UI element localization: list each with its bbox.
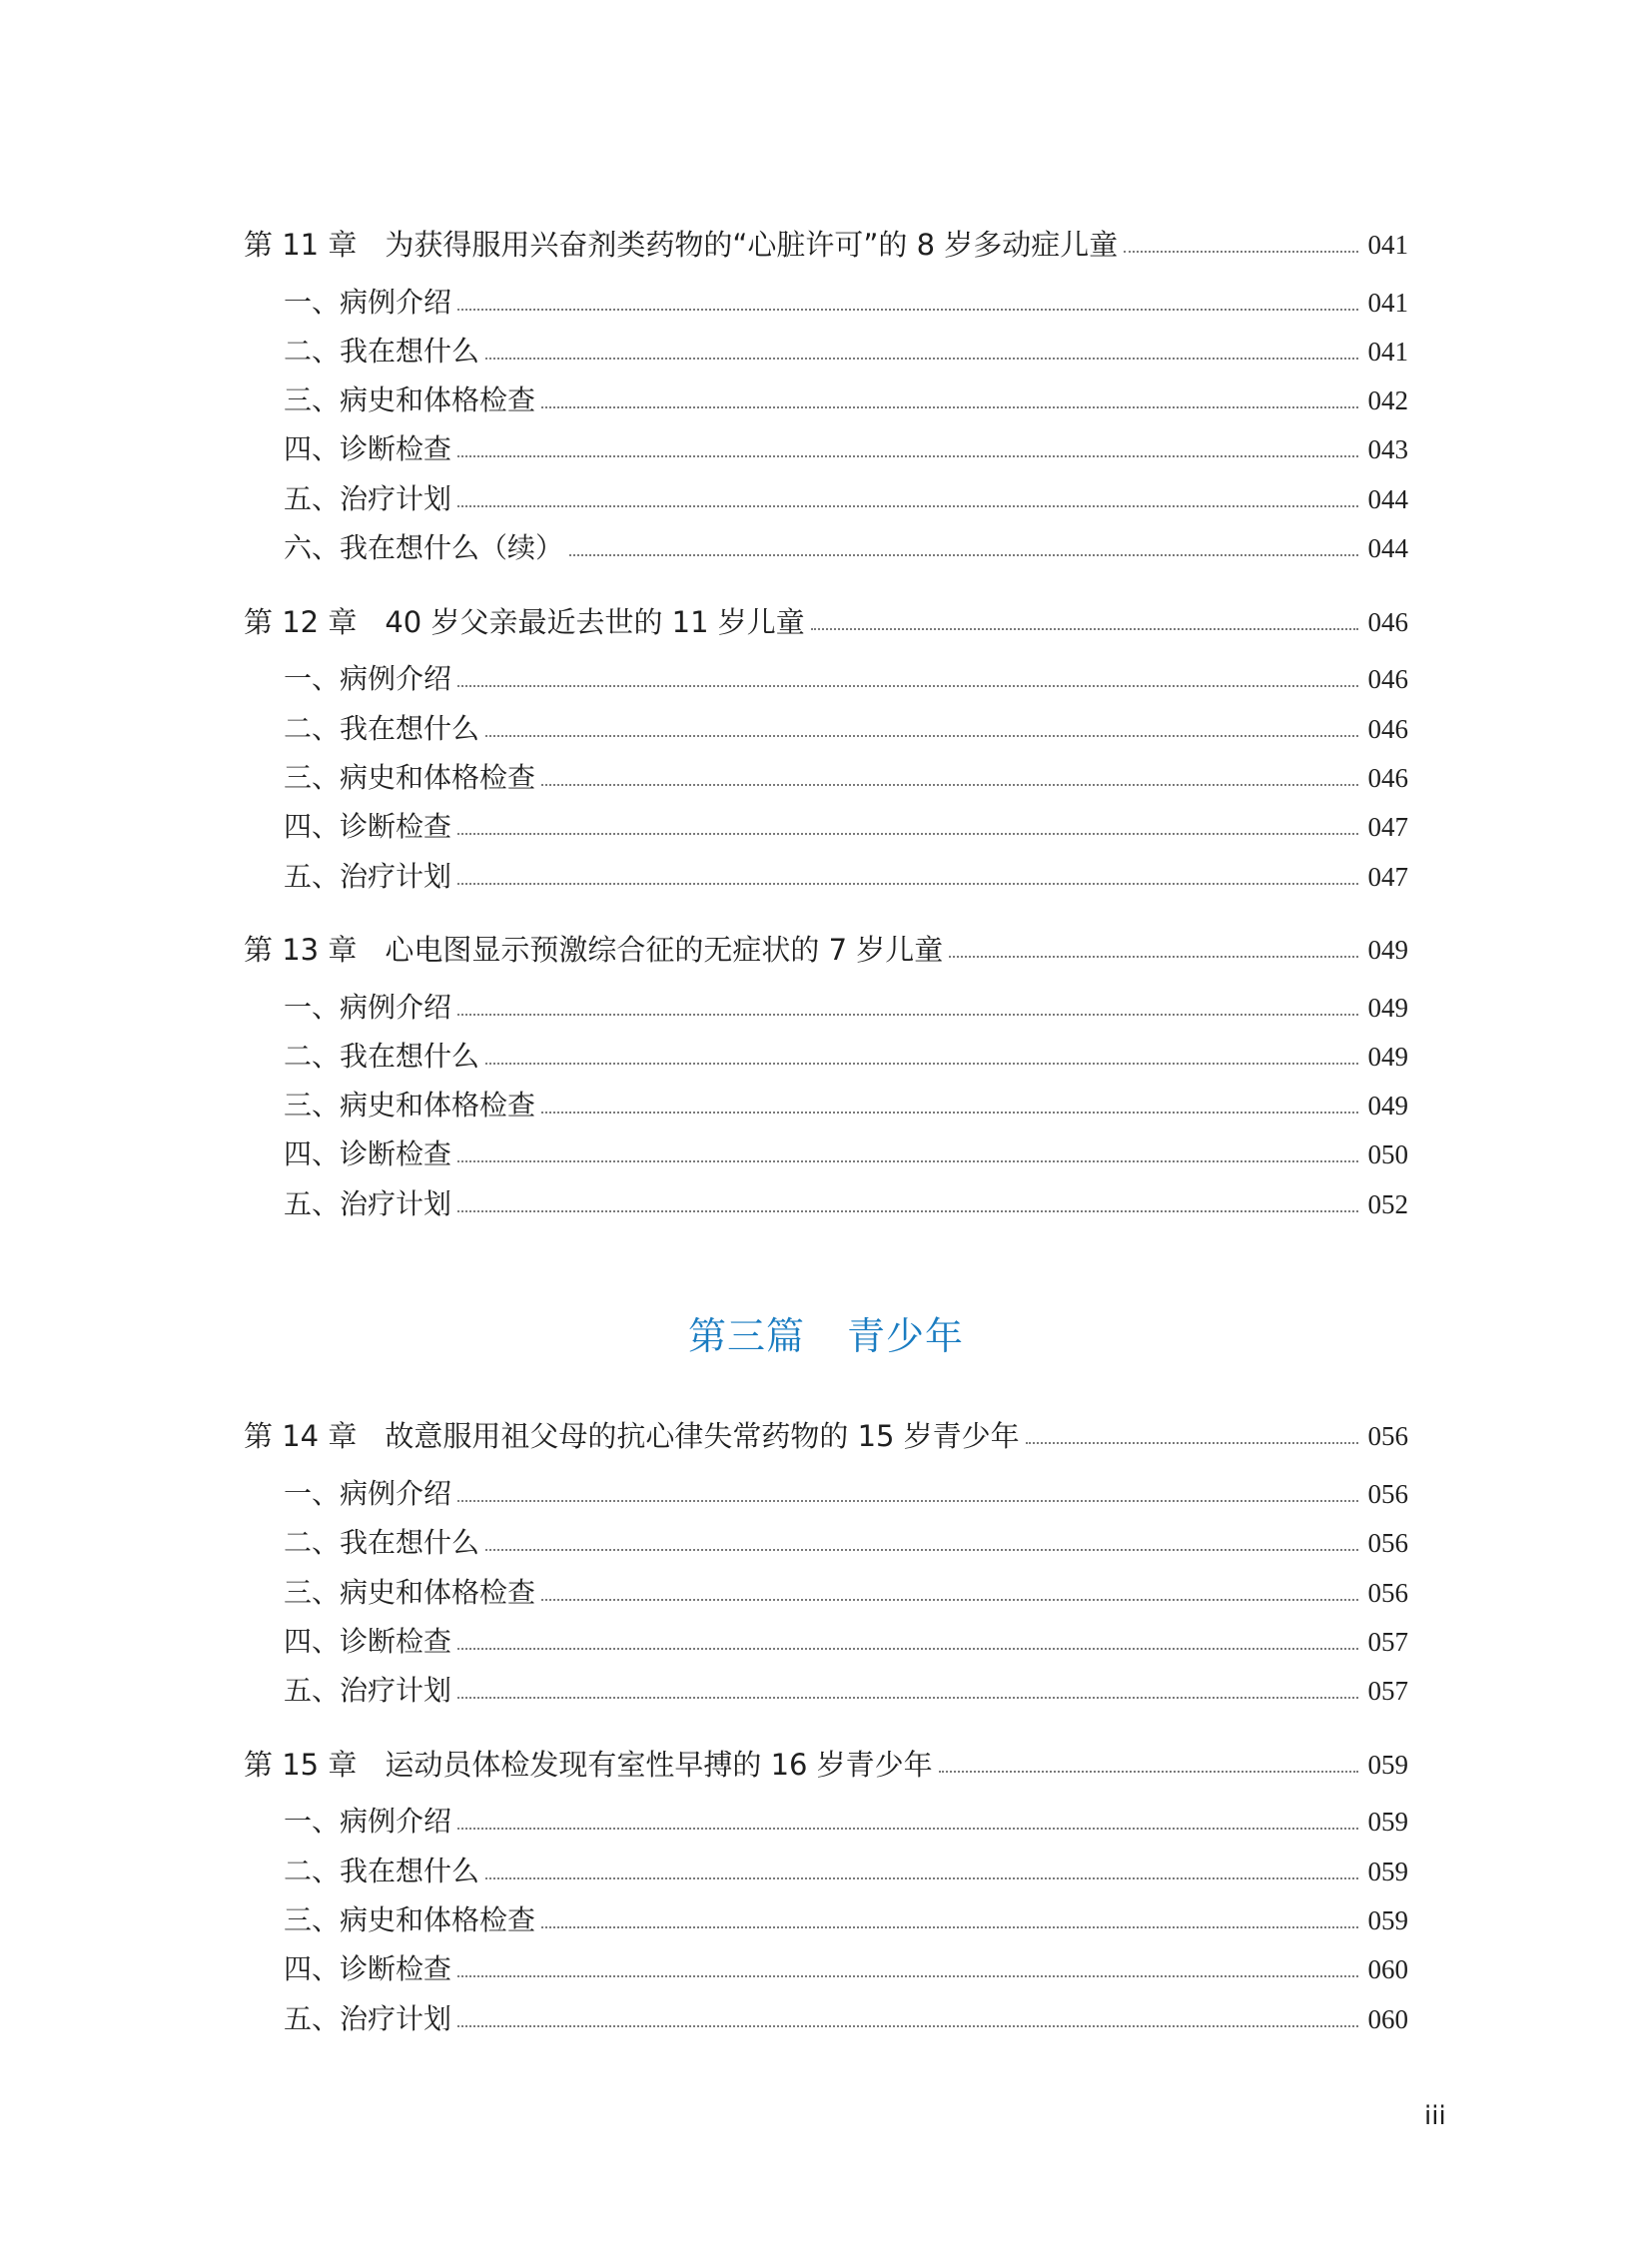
page-number: 056 [1367,1479,1408,1509]
dot-leader [569,554,1357,556]
section-title: 二、我在想什么 [284,335,480,368]
dot-leader [541,406,1357,408]
toc-section[interactable] [284,1613,1408,1659]
dot-leader [485,1063,1357,1065]
toc-section[interactable] [284,1891,1408,1937]
section-title: 一、病例介绍 [284,662,452,695]
toc-section[interactable] [284,1662,1408,1708]
dot-leader [485,1549,1357,1551]
page-number: 046 [1367,664,1408,694]
toc-section[interactable] [284,979,1408,1025]
page-number: 052 [1367,1189,1408,1219]
toc-section[interactable] [284,1564,1408,1610]
page-number: 060 [1367,1954,1408,1984]
toc-chapter-14[interactable] [244,1407,1408,1453]
page-number: 059 [1367,1807,1408,1837]
toc-section[interactable] [284,323,1408,369]
section-title: 四、诊断检查 [284,1952,452,1985]
section-title: 一、病例介绍 [284,1477,452,1510]
section-title: 四、诊断检查 [284,810,452,843]
dot-leader [457,1648,1357,1650]
toc-section[interactable] [284,274,1408,320]
toc-section[interactable] [284,798,1408,844]
toc-section[interactable] [284,420,1408,466]
chapter-number: 第 14 章 [244,1419,358,1453]
toc-chapter-12[interactable] [244,593,1408,639]
page-number: 059 [1367,1857,1408,1886]
dot-leader [1124,251,1357,253]
page-number: 044 [1367,533,1408,563]
section-title: 三、病史和体格检查 [284,1576,536,1609]
chapter-title: 故意服用祖父母的抗心律失常药物的 15 岁青少年 [385,1419,1020,1453]
section-title: 一、病例介绍 [284,991,452,1024]
section-title: 五、治疗计划 [284,860,452,893]
chapter-title: 心电图显示预激综合征的无症状的 7 岁儿童 [385,933,944,967]
toc-section[interactable] [284,519,1408,565]
page-number: 049 [1367,1091,1408,1120]
page-number: 049 [1367,1042,1408,1072]
section-title: 五、治疗计划 [284,2002,452,2035]
dot-leader [949,956,1357,958]
page-number: 049 [1367,993,1408,1023]
part-heading [0,1305,1652,1360]
chapter-number: 第 12 章 [244,605,358,639]
dot-leader [457,1500,1357,1502]
dot-leader [1026,1442,1358,1444]
page-number: 056 [1367,1528,1408,1558]
page-number: 046 [1367,607,1408,637]
dot-leader [457,1210,1357,1212]
chapter-number: 第 15 章 [244,1748,358,1782]
dot-leader [541,1926,1357,1928]
toc-section[interactable] [284,1028,1408,1074]
page-number: 056 [1367,1578,1408,1608]
page-number: 041 [1367,288,1408,318]
page-number: 046 [1367,763,1408,793]
dot-leader [457,833,1357,835]
dot-leader [457,505,1357,507]
toc-section[interactable] [284,1465,1408,1511]
dot-leader [457,1975,1357,1977]
page-number: 057 [1367,1676,1408,1706]
toc-section[interactable] [284,1175,1408,1221]
toc-chapter-15[interactable] [244,1736,1408,1782]
toc-section[interactable] [284,1125,1408,1171]
chapter-title: 为获得服用兴奋剂类药物的“心脏许可”的 8 岁多动症儿童 [385,228,1119,262]
toc-section[interactable] [284,1990,1408,2036]
toc-chapter-11[interactable] [244,216,1408,262]
section-title: 二、我在想什么 [284,712,480,745]
dot-leader [811,628,1358,630]
page-number: 043 [1367,434,1408,464]
page-number: 041 [1367,337,1408,367]
chapter-title: 运动员体检发现有室性早搏的 16 岁青少年 [385,1748,933,1782]
page-number: 057 [1367,1627,1408,1657]
section-title: 三、病史和体格检查 [284,1089,536,1121]
toc-section[interactable] [284,650,1408,696]
section-title: 三、病史和体格检查 [284,1903,536,1936]
section-title: 三、病史和体格检查 [284,383,536,416]
part-number: 第三篇 [687,1314,805,1358]
page-number: 059 [1367,1750,1408,1780]
folio-page-number: iii [1424,2101,1446,2131]
section-title: 四、诊断检查 [284,1625,452,1658]
page-number: 042 [1367,385,1408,415]
dot-leader [485,735,1357,737]
dot-leader [457,2025,1357,2027]
section-title: 三、病史和体格检查 [284,761,536,794]
page-number: 044 [1367,484,1408,514]
page-number: 041 [1367,230,1408,260]
toc-section[interactable] [284,1940,1408,1986]
part-name: 青少年 [847,1314,965,1358]
page-number: 047 [1367,862,1408,892]
toc-section[interactable] [284,749,1408,795]
dot-leader [541,1599,1357,1601]
page-number: 056 [1367,1421,1408,1451]
toc-chapter-13[interactable] [244,921,1408,967]
section-title: 五、治疗计划 [284,482,452,515]
dot-leader [541,784,1357,786]
section-title: 二、我在想什么 [284,1855,480,1887]
dot-leader [457,883,1357,885]
section-title: 二、我在想什么 [284,1040,480,1073]
page-number: 049 [1367,935,1408,965]
page-number: 046 [1367,714,1408,744]
section-title: 五、治疗计划 [284,1187,452,1220]
section-title: 四、诊断检查 [284,432,452,465]
dot-leader [457,1697,1357,1699]
page-number: 047 [1367,812,1408,842]
dot-leader [939,1771,1358,1773]
section-title: 一、病例介绍 [284,286,452,319]
page-number: 059 [1367,1905,1408,1935]
section-title: 二、我在想什么 [284,1526,480,1559]
toc-section[interactable] [284,372,1408,417]
dot-leader [541,1112,1357,1114]
dot-leader [457,1160,1357,1162]
dot-leader [457,1828,1357,1830]
chapter-number: 第 13 章 [244,933,358,967]
toc-section[interactable] [284,470,1408,516]
chapter-title: 40 岁父亲最近去世的 11 岁儿童 [385,605,805,639]
dot-leader [457,309,1357,311]
section-title: 一、病例介绍 [284,1805,452,1838]
toc-section[interactable] [284,1843,1408,1888]
toc-section[interactable] [284,1077,1408,1122]
chapter-number: 第 11 章 [244,228,358,262]
dot-leader [485,1877,1357,1879]
dot-leader [457,685,1357,687]
toc-section[interactable] [284,700,1408,746]
dot-leader [485,358,1357,360]
section-title: 六、我在想什么（续） [284,531,564,564]
page-number: 050 [1367,1139,1408,1169]
page-number: 060 [1367,2004,1408,2034]
dot-leader [457,455,1357,457]
section-title: 五、治疗计划 [284,1674,452,1707]
toc-section[interactable] [284,1793,1408,1839]
toc-section[interactable] [284,848,1408,894]
toc-section[interactable] [284,1514,1408,1560]
dot-leader [457,1014,1357,1016]
section-title: 四、诊断检查 [284,1137,452,1170]
